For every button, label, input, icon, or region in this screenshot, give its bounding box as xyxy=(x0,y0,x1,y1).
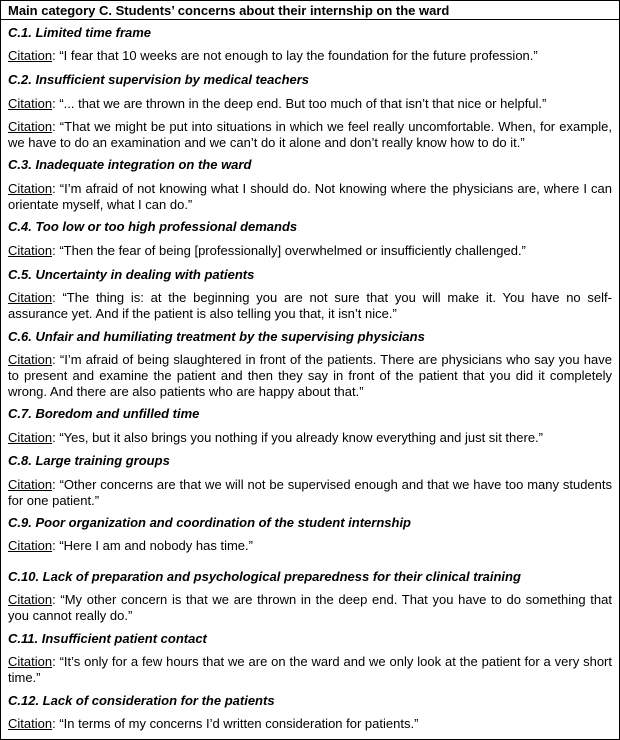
citation-text: Citation: “Then the fear of being [professionally] overwhelmed or insufficiently challenged.” xyxy=(8,243,526,258)
section-heading: C.4. Too low or too high professional demands xyxy=(8,219,298,234)
citation-label: Citation xyxy=(8,96,53,111)
citation-label: Citation xyxy=(8,430,53,445)
citation-label: Citation xyxy=(8,477,53,492)
citation-text: Citation: “Yes, but it also brings you nothing if you already know everything and just sit there.” xyxy=(8,430,543,445)
table-body xyxy=(1,25,619,732)
citation-label: Citation xyxy=(8,538,53,553)
section-heading: C.11. Insufficient patient contact xyxy=(8,631,207,646)
section-heading: C.7. Boredom and unfilled time xyxy=(8,406,200,421)
citation-text: Citation: “I’m afraid of being slaughtered in front of the patients. There are physicians who say you have to present and examine the patient and then they say in front of the patient that you did it completely wrong. And there are also patients who are happy about that.” xyxy=(8,352,612,399)
citation-label: Citation xyxy=(8,352,53,367)
citation-text: Citation: “Other concerns are that we will not be supervised enough and that we have too many students for one patient.” xyxy=(8,477,612,508)
section-heading: C.5. Uncertainty in dealing with patients xyxy=(8,267,255,282)
citation-text: Citation: “In terms of my concerns I’d written consideration for patients.” xyxy=(8,716,419,731)
section-heading: C.10. Lack of preparation and psychological preparedness for their clinical training xyxy=(8,569,521,584)
citation-text: Citation: “I’m afraid of not knowing what I should do. Not knowing where the physicians are, where I can orientate myself, what I can do.” xyxy=(8,181,612,212)
citation-quote: “Here I am and nobody has time.” xyxy=(59,538,253,553)
citation-quote: “It’s only for a few hours that we are on the ward and we only look at the patient for a very short time.” xyxy=(8,654,612,685)
section-heading: C.12. Lack of consideration for the patients xyxy=(8,693,275,708)
citation-label: Citation xyxy=(8,48,53,63)
citation-quote: “Other concerns are that we will not be supervised enough and that we have too many students for one patient.” xyxy=(8,477,612,508)
citation-label: Citation xyxy=(8,654,53,669)
section-heading: C.2. Insufficient supervision by medical teachers xyxy=(8,72,310,87)
citation-label: Citation xyxy=(8,592,53,607)
citation-text: Citation: “My other concern is that we are thrown in the deep end. That you have to do something that you cannot really do.” xyxy=(8,592,612,623)
citation-text: Citation: “I fear that 10 weeks are not enough to lay the foundation for the future profession.” xyxy=(8,48,538,63)
citation-quote: “My other concern is that we are thrown in the deep end. That you have to do something that you cannot really do.” xyxy=(8,592,612,623)
citation-quote: “That we might be put into situations in which we feel really uncomfortable. When, for example, we have to do an examination and we can’t do it alone and don’t really know how to do it.” xyxy=(8,119,612,150)
citation-label: Citation xyxy=(8,290,53,305)
citation-quote: “The thing is: at the beginning you are not sure that you will make it. You have no self-assurance yet. And if the patient is also telling you that, it isn’t nice.” xyxy=(8,290,612,321)
citation-quote: “I’m afraid of being slaughtered in front of the patients. There are physicians who say you have to present and examine the patient and then they say in front of the patient that you did it completely wrong. And there are also patients who are happy about that.” xyxy=(8,352,612,399)
citation-text: Citation: “Here I am and nobody has time.” xyxy=(8,538,253,553)
citation-quote: “Then the fear of being [professionally] overwhelmed or insufficiently challenged.” xyxy=(59,243,526,258)
section-heading: C.8. Large training groups xyxy=(8,453,170,468)
section-heading: C.3. Inadequate integration on the ward xyxy=(8,157,252,172)
citation-label: Citation xyxy=(8,181,53,196)
citation-text: Citation: “That we might be put into situations in which we feel really uncomfortable. When, for example, we have to do an examination and we can’t do it alone and don’t really know how to do it.” xyxy=(8,119,612,150)
section-heading: C.6. Unfair and humiliating treatment by the supervising physicians xyxy=(8,329,425,344)
citation-label: Citation xyxy=(8,243,53,258)
citation-quote: “... that we are thrown in the deep end. But too much of that isn’t that nice or helpful.” xyxy=(59,96,547,111)
citation-text: Citation: “... that we are thrown in the deep end. But too much of that isn’t that nice or helpful.” xyxy=(8,96,547,111)
section-heading: C.1. Limited time frame xyxy=(8,25,152,40)
section-heading: C.9. Poor organization and coordination of the student internship xyxy=(8,515,411,530)
citation-quote: “I fear that 10 weeks are not enough to lay the foundation for the future profession.” xyxy=(59,48,538,63)
citation-quote: “Yes, but it also brings you nothing if you already know everything and just sit there.” xyxy=(59,430,543,445)
table-header: Main category C. Students’ concerns about their internship on the ward xyxy=(1,1,619,20)
citation-text: Citation: “It’s only for a few hours that we are on the ward and we only look at the patient for a very short time.” xyxy=(8,654,612,685)
citation-label: Citation xyxy=(8,119,53,134)
citation-label: Citation xyxy=(8,716,53,731)
citation-quote: “In terms of my concerns I’d written consideration for patients.” xyxy=(59,716,419,731)
citation-quote: “I’m afraid of not knowing what I should do. Not knowing where the physicians are, where I can orientate myself, what I can do.” xyxy=(8,181,612,212)
citation-text: Citation: “The thing is: at the beginning you are not sure that you will make it. You have no self-assurance yet. And if the patient is also telling you that, it isn’t nice.” xyxy=(8,290,612,321)
